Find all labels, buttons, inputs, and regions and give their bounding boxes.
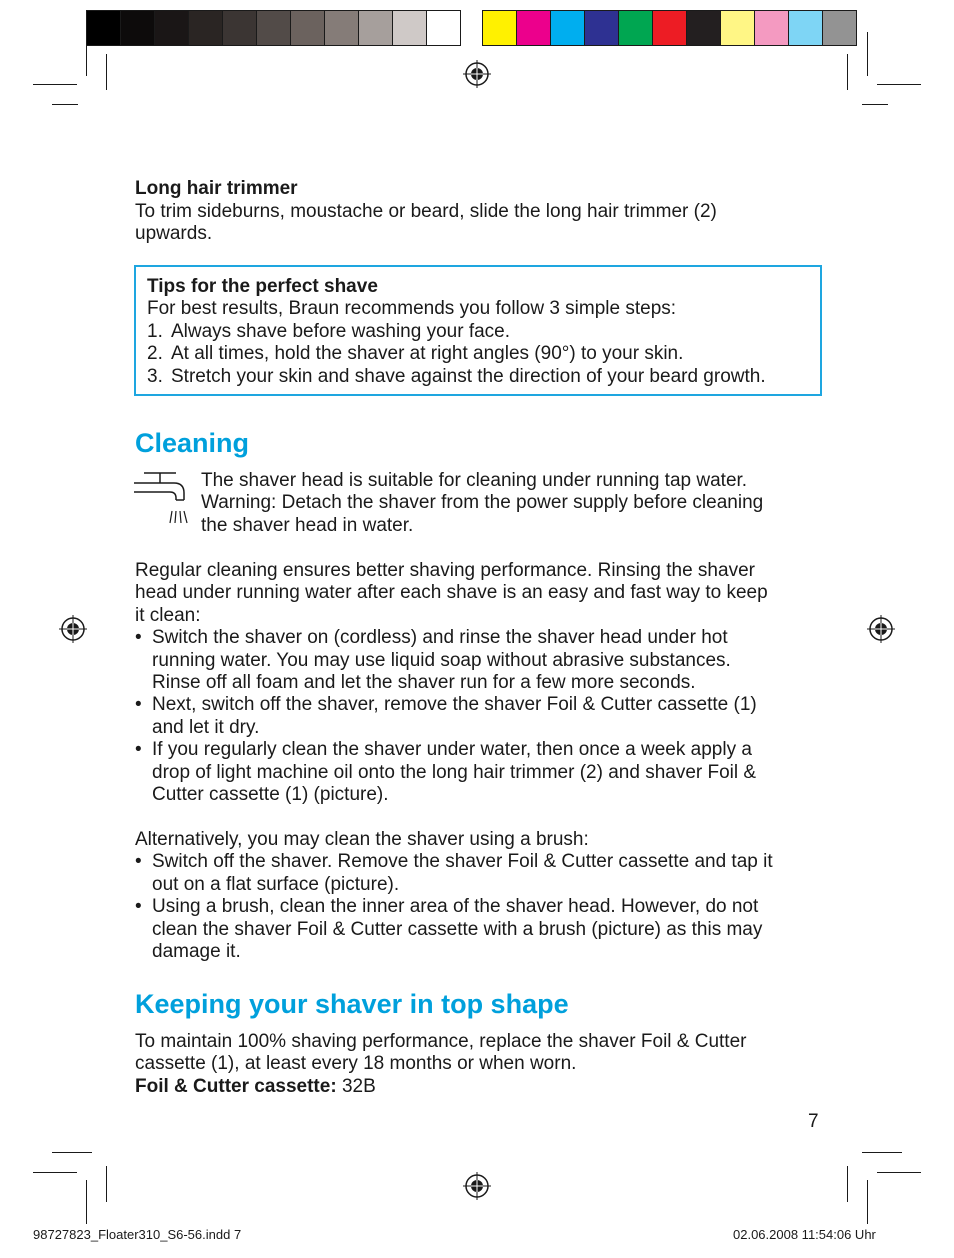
footer-filename: 98727823_Floater310_S6-56.indd 7 [33, 1227, 242, 1242]
color-swatch [188, 10, 223, 46]
page-number: 7 [808, 1111, 819, 1132]
registration-mark-icon [463, 1172, 491, 1200]
alternative-intro: Alternatively, you may clean the shaver using a brush: [135, 829, 589, 850]
bullet-dot: • [135, 627, 142, 648]
tips-intro: For best results, Braun recommends you follow 3 simple steps: [147, 298, 677, 319]
crop-mark [867, 32, 868, 76]
water-tap-icon [134, 470, 188, 526]
color-swatch [754, 10, 789, 46]
color-swatch [652, 10, 687, 46]
bullet-text: running water. You may use liquid soap without abrasive substances. [152, 650, 731, 671]
tips-step-text: Always shave before washing your face. [171, 321, 511, 342]
tap-water-line: Warning: Detach the shaver from the power supply before cleaning [201, 492, 764, 513]
cleaning-paragraph-line: it clean: [135, 605, 201, 626]
color-swatch [720, 10, 755, 46]
part-number [135, 1076, 376, 1099]
crop-mark [33, 1172, 77, 1173]
color-swatch [256, 10, 291, 46]
bullet-text: and let it dry. [152, 717, 260, 738]
crop-mark [867, 1180, 868, 1224]
bullet-text: Next, switch off the shaver, remove the shaver Foil & Cutter cassette (1) [152, 694, 757, 715]
bullet-text: clean the shaver Foil & Cutter cassette with a brush (picture) as this may [152, 919, 763, 940]
part-label: Foil & Cutter cassette: [135, 1076, 337, 1097]
color-swatch [686, 10, 721, 46]
crop-mark [86, 1180, 87, 1224]
tips-step-text: At all times, hold the shaver at right angles (90°) to your skin. [171, 343, 684, 364]
color-swatch [120, 10, 155, 46]
crop-mark [106, 1166, 107, 1202]
bullet-text: Using a brush, clean the inner area of the shaver head. However, do not [152, 896, 759, 917]
cleaning-paragraph-line: Regular cleaning ensures better shaving performance. Rinsing the shaver [135, 560, 755, 581]
tips-title: Tips for the perfect shave [147, 276, 378, 297]
color-swatch [788, 10, 823, 46]
crop-mark [877, 1172, 921, 1173]
crop-mark [847, 1166, 848, 1202]
color-swatch [154, 10, 189, 46]
keeping-heading: Keeping your shaver in top shape [135, 989, 569, 1019]
registration-mark-icon [463, 60, 491, 88]
cleaning-paragraph-line: head under running water after each shave is an easy and fast way to keep [135, 582, 768, 603]
registration-mark-icon [867, 615, 895, 643]
tips-step-number: 1. [147, 321, 163, 342]
tap-water-line: The shaver head is suitable for cleaning under running tap water. [201, 470, 748, 491]
color-swatch [86, 10, 121, 46]
color-swatch [290, 10, 325, 46]
color-swatch [618, 10, 653, 46]
long-hair-trimmer-line: upwards. [135, 223, 213, 244]
bullet-text: Rinse off all foam and let the shaver run for a few more seconds. [152, 672, 696, 693]
color-swatch [222, 10, 257, 46]
grayscale-color-bar [86, 10, 460, 46]
tap-water-line: the shaver head in water. [201, 515, 414, 536]
part-value: 32B [341, 1076, 376, 1097]
color-swatch [822, 10, 857, 46]
crop-mark [106, 54, 107, 90]
keeping-line: To maintain 100% shaving performance, replace the shaver Foil & Cutter [135, 1031, 747, 1052]
crop-mark [847, 54, 848, 90]
long-hair-trimmer-title: Long hair trimmer [135, 178, 298, 199]
bullet-dot: • [135, 694, 142, 715]
process-color-bar [482, 10, 856, 46]
color-swatch [482, 10, 517, 46]
crop-mark [877, 84, 921, 85]
crop-mark [52, 104, 78, 105]
color-swatch [358, 10, 393, 46]
tips-step-text: Stretch your skin and shave against the direction of your beard growth. [171, 366, 766, 387]
crop-mark [86, 32, 87, 76]
long-hair-trimmer-line: To trim sideburns, moustache or beard, slide the long hair trimmer (2) [135, 201, 717, 222]
bullet-text: drop of light machine oil onto the long hair trimmer (2) and shaver Foil & [152, 762, 757, 783]
crop-mark [33, 84, 77, 85]
registration-mark-icon [59, 615, 87, 643]
color-swatch [550, 10, 585, 46]
color-swatch [516, 10, 551, 46]
color-swatch [392, 10, 427, 46]
footer-timestamp: 02.06.2008 11:54:06 Uhr [733, 1227, 876, 1242]
keeping-line: cassette (1), at least every 18 months or when worn. [135, 1053, 577, 1074]
bullet-text: Cutter cassette (1) (picture). [152, 784, 389, 805]
crop-mark [862, 1152, 902, 1153]
bullet-text: Switch the shaver on (cordless) and rinse the shaver head under hot [152, 627, 728, 648]
bullet-dot: • [135, 896, 142, 917]
color-swatch [584, 10, 619, 46]
crop-mark [862, 104, 888, 105]
tips-step-number: 3. [147, 366, 163, 387]
bullet-dot: • [135, 739, 142, 760]
bullet-text: If you regularly clean the shaver under water, then once a week apply a [152, 739, 752, 760]
crop-mark [52, 1152, 92, 1153]
bullet-text: Switch off the shaver. Remove the shaver Foil & Cutter cassette and tap it [152, 851, 773, 872]
tips-step-number: 2. [147, 343, 163, 364]
cleaning-heading: Cleaning [135, 428, 250, 458]
bullet-text: out on a flat surface (picture). [152, 874, 400, 895]
bullet-text: damage it. [152, 941, 241, 962]
color-swatch [324, 10, 359, 46]
color-swatch [426, 10, 461, 46]
bullet-dot: • [135, 851, 142, 872]
